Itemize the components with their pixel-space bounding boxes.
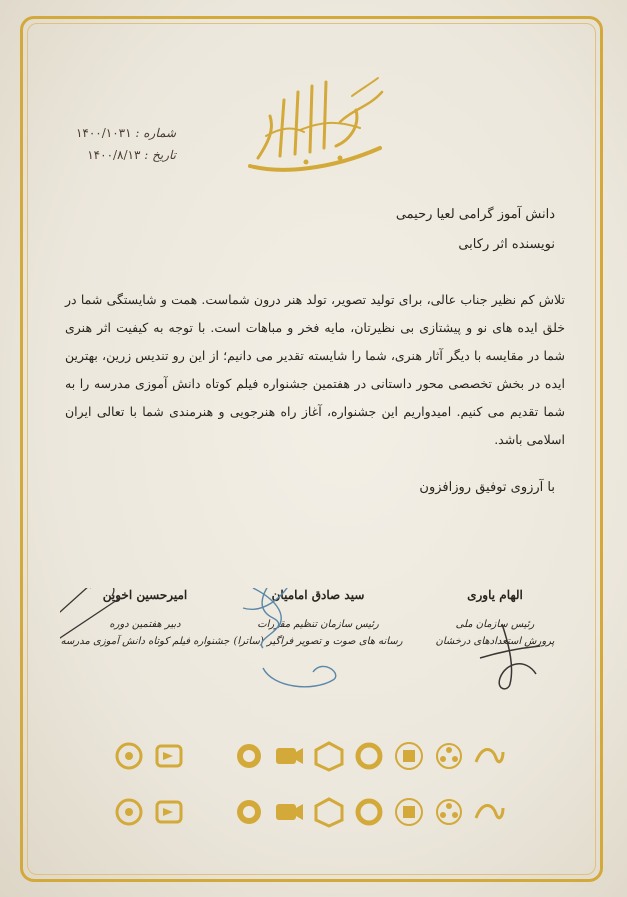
- recipient-name: دانش آموز گرامی لعیا رحیمی: [395, 207, 555, 222]
- bookshelf-logo: [272, 796, 306, 828]
- grid-logo: [472, 796, 506, 828]
- date-value: ۱۴۰۰/۸/۱۳: [87, 148, 141, 162]
- round-emblem-logo: [112, 796, 146, 828]
- basmala-calligraphy: [240, 70, 390, 175]
- book-logo: [352, 796, 386, 828]
- recipient-block: [135, 200, 555, 260]
- building-logo: [152, 796, 186, 828]
- shield-logo: [192, 796, 226, 828]
- signature-block-2: [233, 588, 403, 698]
- number-value: ۱۴۰۰/۱۰۳۱: [75, 126, 132, 140]
- signer-name-3: امیرحسین اخوین: [102, 588, 188, 602]
- date-label: تاریخ :: [144, 148, 176, 162]
- signer-role-1a: رئیس سازمان ملی: [455, 619, 535, 630]
- cloud-logo: [312, 796, 346, 828]
- sun-emblem-logo: [112, 740, 146, 772]
- signature-block-3: [60, 588, 230, 698]
- recipient-work: نویسنده اثر رکابی: [458, 237, 555, 252]
- film-reel-logo: [432, 740, 466, 772]
- signer-role-3a: دبیر هفتمین دوره: [109, 619, 181, 630]
- signer-role-2b: رسانه های صوت و تصویر فراگیر (ساترا): [233, 636, 403, 647]
- signer-role-1b: پرورش استعدادهای درخشان: [435, 636, 555, 647]
- university-logo: [312, 740, 346, 772]
- signer-role-3b: جشنواره فیلم کوتاه دانش آموزی مدرسه: [60, 636, 230, 647]
- number-row: [56, 122, 176, 144]
- planet-logo: [392, 796, 426, 828]
- crescent-logo: [192, 740, 226, 772]
- date-row: [56, 144, 176, 166]
- document-meta: [56, 122, 176, 166]
- certificate-body: تلاش کم نظیر جناب عالی، برای تولید تصویر، تولد هنر درون شماست. همت و شایستگی شما در خلق ایده های نو و پیشتازی بی نظیرتان، مایه فخر و مباهات است. با توجه به کیفیت اثر هنری شما در مقایسه با دیگر آثار هنری، شما را شایسته تقدیر می دانیم؛ از این رو تندیس زرین، بهترین ایده در بخش تخصصی محور داستانی در هفتمین جشنواره فیلم کوتاه دانش آموزی مدرسه را به شما تقدیم می کنیم. امیدواریم این جشنواره، آغاز راه هنرجویی و هنرمندی شما با تعالی ایران اسلامی باشد.: [65, 292, 565, 447]
- signature-block-1: [410, 588, 580, 698]
- seal-logo: [392, 740, 426, 772]
- camera-logo: [272, 740, 306, 772]
- closing-wish: با آرزوی توفیق روزافزون: [419, 480, 555, 495]
- signer-role-2a: رئیس سازمان تنظیم مقررات: [257, 619, 379, 630]
- number-label: شماره :: [135, 126, 176, 140]
- signer-name-2: سید صادق امامیان: [271, 588, 365, 602]
- calligraphy-logo: [472, 740, 506, 772]
- film-festival-logo: [152, 740, 186, 772]
- medal-logo: [232, 740, 266, 772]
- sponsor-logos: [112, 740, 516, 840]
- ring-logo: [352, 740, 386, 772]
- rounded-square-logo: [232, 796, 266, 828]
- film-camera-logo: [432, 796, 466, 828]
- signer-name-1: الهام یاوری: [467, 588, 523, 602]
